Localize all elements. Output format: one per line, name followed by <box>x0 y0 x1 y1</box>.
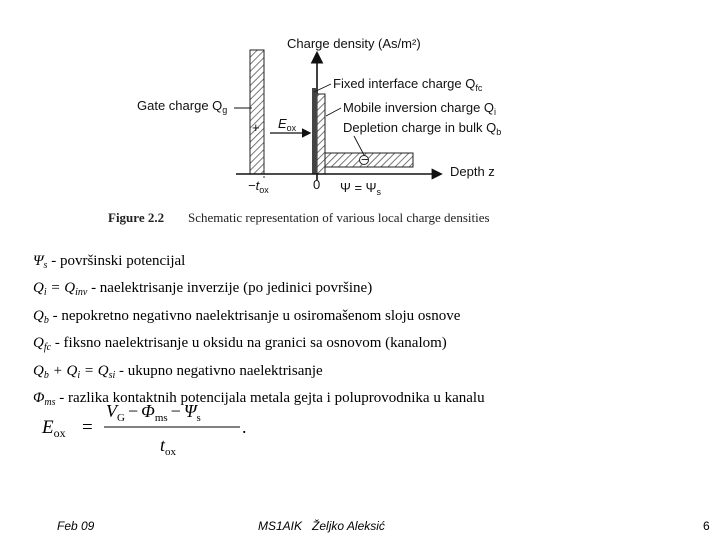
formula-period: . <box>242 417 247 437</box>
legend-item-qi: $Q_i = Q_{inv}$ - naelektrisanje inverzije (po jedinici površine) <box>33 280 373 299</box>
gate-charge-block <box>250 50 264 174</box>
axis-x-label: Depth z <box>450 164 495 179</box>
gate-charge-label: Gate charge $Q_g$ <box>137 98 228 115</box>
psi-label: $\Psi = \Psi_s$ <box>340 180 382 197</box>
symbol-legend <box>33 250 693 414</box>
legend-item-phi-ms: $\Phi_{ms}$ - razlika kontaktnih potencijala metala gejta i poluprovodnika u kanalu <box>33 390 485 409</box>
axis-y-label: Charge density (As/m²) <box>287 36 421 51</box>
footer-page-number: 6 <box>703 519 710 533</box>
mobile-leader <box>326 108 341 116</box>
eox-formula <box>38 393 258 461</box>
legend-item-qsi: $Q_b + Q_i = Q_{si}$ - ukupno negativno naelektrisanje <box>33 362 323 381</box>
depletion-minus-sign: − <box>361 152 369 167</box>
legend-item-qfc: $Q_{fc}$ - fiksno naelektrisanje u oksidu na granici sa osnovom (kanalom) <box>33 335 447 354</box>
fixed-interface-charge-bar <box>312 88 316 174</box>
fixed-interface-label: Fixed interface charge $Q_{fc}$ <box>333 76 483 93</box>
depletion-leader <box>354 136 364 155</box>
field-label: $E_{ox}$ <box>278 116 297 133</box>
tox-label: $-t_{ox}$ <box>248 178 269 195</box>
footer-title: MS1AIK Željko Aleksić <box>258 519 385 533</box>
charge-density-diagram <box>100 30 560 230</box>
legend-item-psi-s: $\Psi_s$ - površinski potencijal <box>33 253 186 271</box>
formula-equals: = <box>82 417 93 438</box>
formula-denominator: $t_{ox}$ <box>160 435 177 458</box>
formula-lhs: $E_{ox}$ <box>42 417 66 440</box>
legend-item-qb: $Q_b$ - nepokretno negativno naelektrisanje u osiromašenom sloju osnove <box>33 307 461 326</box>
footer-date: Feb 09 <box>57 519 95 533</box>
figure-caption-number: Figure 2.2 <box>108 210 165 225</box>
gate-plus-sign: + <box>252 120 260 135</box>
mobile-inversion-charge-bar <box>317 94 325 174</box>
depletion-label: Depletion charge in bulk $Q_b$ <box>343 120 502 137</box>
mobile-inversion-label: Mobile inversion charge $Q_i$ <box>343 100 497 117</box>
formula-numerator: $V_G - \Phi_{ms} - \Psi_s$ <box>106 401 201 424</box>
figure-caption-text: Schematic representation of various local charge densities <box>188 210 490 225</box>
zero-label: 0 <box>313 177 321 192</box>
